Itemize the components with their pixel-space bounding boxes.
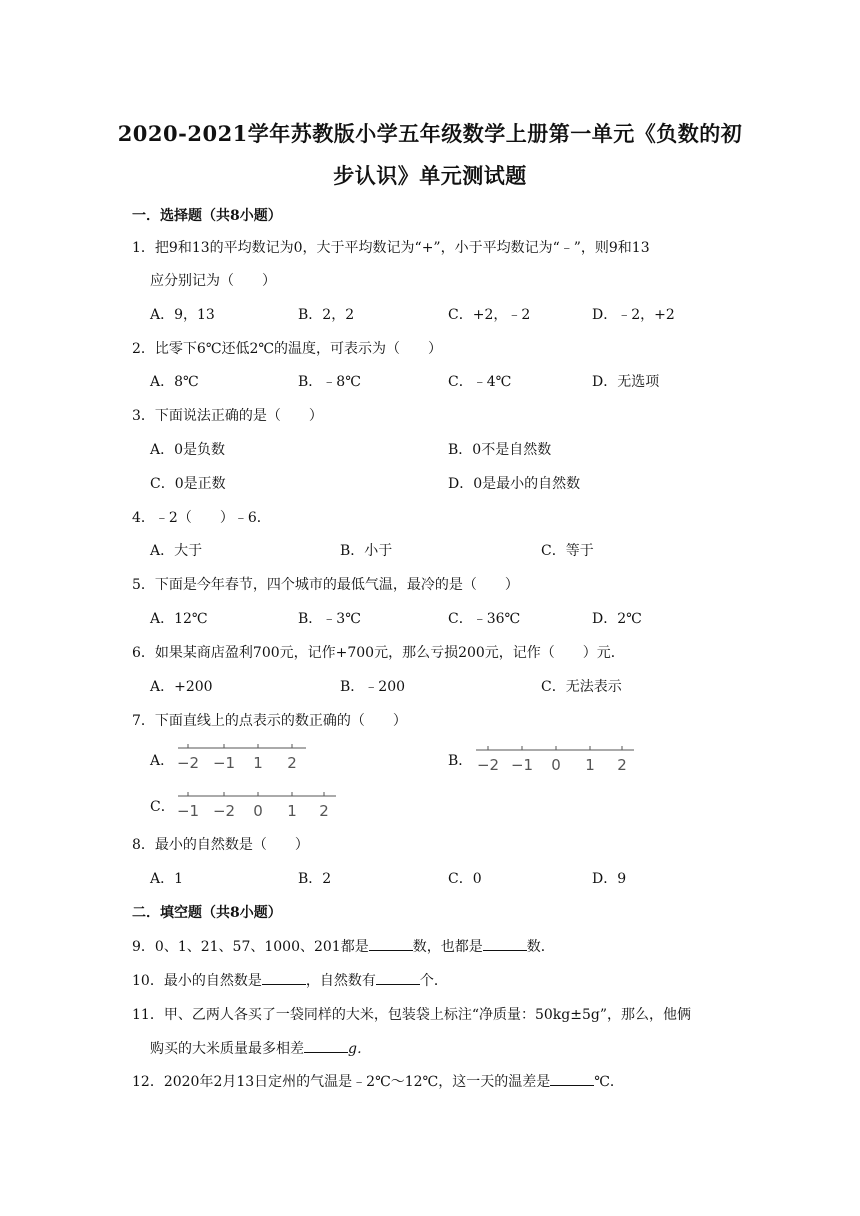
number-line-b	[474, 740, 639, 778]
q1-option-a: A．9，13	[150, 307, 215, 323]
q5-option-d: D．2℃	[592, 611, 642, 627]
q4-option-c: C．等于	[541, 543, 594, 559]
q8-option-b: B．2	[298, 871, 332, 887]
line-b-tick-label: 1	[585, 756, 595, 774]
question-10-text	[132, 970, 448, 990]
question-4-text: 4．﹣2（ ）﹣6．	[132, 510, 271, 526]
q11-text-a: 购买的大米质量最多相差	[150, 1041, 304, 1057]
q7-option-a: A．	[150, 753, 175, 769]
q2-option-d: D．无选项	[592, 374, 660, 390]
line-b-tick-label: 0	[551, 756, 561, 774]
q3-option-c: C．0是正数	[150, 476, 226, 492]
answer-blank	[304, 1040, 348, 1053]
document-title-line2: 步认识》单元测试题	[333, 163, 527, 188]
q9-text-a: 9．0、1、21、57、1000、201都是	[132, 939, 369, 955]
q6-option-b: B．﹣200	[340, 679, 406, 695]
answer-blank	[262, 972, 306, 985]
question-2-text: 2．比零下6℃还低2℃的温度，可表示为（ ）	[132, 341, 443, 357]
q8-option-d: D．9	[592, 871, 627, 887]
q8-option-a: A．1	[150, 871, 184, 887]
answer-blank	[483, 938, 527, 951]
question-7-text: 7．下面直线上的点表示的数正确的（ ）	[132, 713, 407, 729]
q12-text-a: 12．2020年2月13日定州的气温是﹣2℃～12℃，这一天的温差是	[132, 1074, 551, 1090]
document-title-line1: 2020-2021学年苏教版小学五年级数学上册第一单元《负数的初	[117, 121, 743, 146]
q10-text-a: 10．最小的自然数是	[132, 973, 262, 989]
q5-option-c: C．﹣36℃	[448, 611, 521, 627]
question-11-text-cont	[150, 1038, 371, 1058]
line-c-tick-label: 2	[319, 802, 329, 820]
question-11-text: 11．甲、乙两人各买了一袋同样的大米，包装袋上标注“净质量：50kg±5g”，那么，他俩	[132, 1007, 691, 1023]
question-9-text	[132, 936, 555, 956]
q9-text-c: 数．	[526, 939, 555, 955]
line-b-tick-label: −2	[476, 756, 500, 774]
q3-option-a: A．0是负数	[150, 442, 226, 458]
question-3-text: 3．下面说法正确的是（ ）	[132, 408, 323, 424]
q4-option-a: A．大于	[150, 543, 203, 559]
section-heading-choice: 一．选择题（共8小题）	[132, 208, 282, 224]
number-line-c	[176, 786, 341, 824]
q5-option-a: A．12℃	[150, 611, 208, 627]
number-line-a	[176, 740, 311, 778]
q6-option-c: C．无法表示	[541, 679, 622, 695]
question-1-text: 1．把9和13的平均数记为0，大于平均数记为“+”，小于平均数记为“﹣”，则9和13	[132, 240, 650, 256]
line-b-tick-label: −1	[510, 756, 534, 774]
q10-text-c: 个．	[419, 973, 448, 989]
answer-blank	[376, 972, 420, 985]
q1-option-d: D．﹣2，+2	[592, 307, 675, 323]
q3-option-b: B．0不是自然数	[448, 442, 552, 458]
q10-text-b: ，自然数有	[305, 973, 376, 989]
question-6-text: 6．如果某商店盈利700元，记作+700元，那么亏损200元，记作（ ）元．	[132, 645, 625, 661]
q12-text-b: ℃．	[594, 1074, 624, 1090]
q1-option-b: B．2，2	[298, 307, 355, 323]
section-heading-fill: 二．填空题（共8小题）	[132, 905, 282, 921]
answer-blank	[550, 1073, 594, 1086]
q5-option-b: B．﹣3℃	[298, 611, 361, 627]
q8-option-c: C．0	[448, 871, 482, 887]
question-5-text: 5．下面是今年春节，四个城市的最低气温，最冷的是（ ）	[132, 577, 519, 593]
line-b-tick-label: 2	[617, 756, 627, 774]
question-8-text: 8．最小的自然数是（ ）	[132, 837, 309, 853]
line-c-tick-label: −1	[176, 802, 200, 820]
line-a-tick-label: 1	[253, 754, 263, 772]
line-c-tick-label: 0	[253, 802, 263, 820]
line-c-tick-label: −2	[212, 802, 236, 820]
line-a-tick-label: 2	[287, 754, 297, 772]
q9-text-b: 数，也都是	[412, 939, 483, 955]
q3-option-d: D．0是最小的自然数	[448, 476, 581, 492]
q11-text-b: g．	[348, 1041, 371, 1057]
q7-option-b: B．	[448, 753, 473, 769]
q2-option-c: C．﹣4℃	[448, 374, 512, 390]
q7-option-c: C．	[150, 799, 175, 815]
line-a-tick-label: −2	[176, 754, 200, 772]
question-12-text	[132, 1071, 624, 1091]
q1-option-c: C．+2，﹣2	[448, 307, 531, 323]
q2-option-a: A．8℃	[150, 374, 199, 390]
q4-option-b: B．小于	[340, 543, 393, 559]
q2-option-b: B．﹣8℃	[298, 374, 361, 390]
q6-option-a: A．+200	[150, 679, 213, 695]
question-1-text-cont: 应分别记为（ ）	[150, 273, 276, 289]
answer-blank	[369, 938, 413, 951]
line-a-tick-label: −1	[212, 754, 236, 772]
line-c-tick-label: 1	[287, 802, 297, 820]
